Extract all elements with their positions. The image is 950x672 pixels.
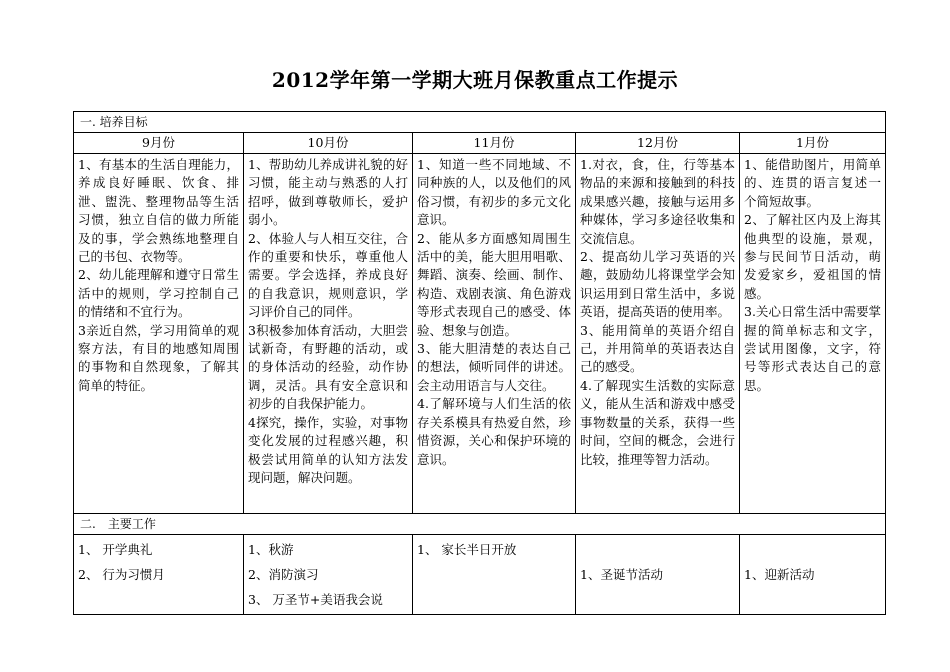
goal-item: 1、能借助图片，用简单的、连贯的语言复述一个简短故事。	[744, 157, 882, 209]
work-item: 1、圣诞节活动	[580, 567, 663, 582]
goal-item: 2、了解社区内及上海其他典型的设施，景观，参与民间节日活动，萌发爱家乡，爱祖国的情感。	[744, 212, 882, 301]
goals-section-row	[74, 112, 886, 133]
page-title: 2012学年第一学期大班月保教重点工作提示	[271, 68, 679, 92]
goal-item: 2、提高幼儿学习英语的兴趣，鼓励幼儿将课堂学会知识运用到日常生活中，多说英语，提高英语的使用率。	[580, 249, 735, 320]
goal-item: 1、帮助幼儿养成讲礼貌的好习惯，能主动与熟悉的人打招呼，做到尊敬师长，爱护弱小。	[248, 157, 408, 228]
work-item: 1、 开学典礼	[78, 542, 153, 557]
goals-section-label: 一. 培养目标	[74, 112, 886, 133]
plan-table	[73, 111, 886, 615]
goal-item: 4.了解现实生活数的实际意义，能从生活和游戏中感受事物数量的关系，获得一些时间，空间的概念，会进行比较，推理等智力活动。	[580, 377, 735, 467]
work-item: 2、消防演习	[248, 567, 319, 582]
goals-cell-december	[576, 154, 740, 514]
goal-item: 2、幼儿能理解和遵守日常生活中的规则，学习控制自己的情绪和不宜行为。	[78, 267, 239, 320]
work-cell-september	[74, 535, 244, 615]
work-row	[74, 535, 886, 615]
month-header-october: 10月份	[244, 133, 413, 154]
goals-cell-january	[740, 154, 886, 514]
goal-item: 2、体验人与人相互交往，合作的重要和快乐，尊重他人需要。学会选择，养成良好的自我意识，规则意识，学习评价自己的同伴。	[248, 230, 408, 320]
work-section-row	[74, 514, 886, 535]
work-item: 3、 万圣节+美语我会说	[248, 592, 383, 607]
goal-item: 3亲近自然，学习用简单的观察方法，有目的地感知周围的事物和自然现象，了解其简单的特征。	[78, 322, 239, 393]
work-item: 2、 行为习惯月	[78, 567, 165, 582]
goal-item: 3、能大胆清楚的表达自己的想法，倾听同伴的讲述。会主动用语言与人交往。	[417, 341, 571, 393]
work-item: 1、迎新活动	[744, 567, 815, 582]
month-header-row	[74, 133, 886, 154]
month-header-september: 9月份	[74, 133, 244, 154]
month-header-december: 12月份	[576, 133, 740, 154]
work-cell-november	[413, 535, 576, 615]
goals-cell-october	[244, 154, 413, 514]
goal-item: 4探究，操作，实验，对事物变化发展的过程感兴趣，积极尝试用简单的认知方法发现问题，解决问题。	[248, 414, 408, 485]
goal-item: 4.了解环境与人们生活的依存关系模具有热爱自然，珍惜资源，关心和保护环境的意识。	[417, 396, 571, 467]
work-cell-january	[740, 535, 886, 615]
goals-row	[74, 154, 886, 514]
work-cell-december	[576, 535, 740, 615]
goals-cell-september	[74, 154, 244, 514]
goals-cell-november	[413, 154, 576, 514]
work-item: 1、 家长半日开放	[417, 542, 517, 557]
work-cell-october	[244, 535, 413, 615]
goal-item: 3积极参加体育活动，大胆尝试新奇，有野趣的活动，或的身体活动的经验，动作协调，灵活。具有安全意识和初步的自我保护能力。	[248, 322, 408, 412]
work-item: 1、秋游	[248, 542, 294, 557]
goal-item: 2、能从多方面感知周围生活中的美，能大胆用唱歌、舞蹈、演奏、绘画、制作、构造、戏剧表演、角色游戏等形式表现自己的感受、体验、想象与创造。	[417, 230, 571, 338]
goal-item: 1、有基本的生活自理能力，养成良好睡眠、饮食、排泄、盥洗、整理物品等生活习惯，独立自信的做力所能及的事，学会熟练地整理自己的书包、衣物等。	[78, 157, 239, 265]
month-header-january: 1月份	[740, 133, 886, 154]
goal-item: 1、知道一些不同地域、不同种族的人，以及他们的风俗习惯，有初步的多元文化意识。	[417, 157, 571, 228]
work-section-label: 二. 主要工作	[74, 514, 886, 535]
goal-item: 1.对衣，食，住，行等基本物品的来源和接触到的科技成果感兴趣，接触与运用多种媒体，学习多途径收集和交流信息。	[580, 157, 735, 246]
goal-item: 3.关心日常生活中需要掌握的简单标志和文字，尝试用图像，文字，符号等形式表达自己的意思。	[744, 304, 882, 393]
goal-item: 3、能用简单的英语介绍自己，并用简单的英语表达自己的感受。	[580, 322, 735, 375]
month-header-november: 11月份	[413, 133, 576, 154]
